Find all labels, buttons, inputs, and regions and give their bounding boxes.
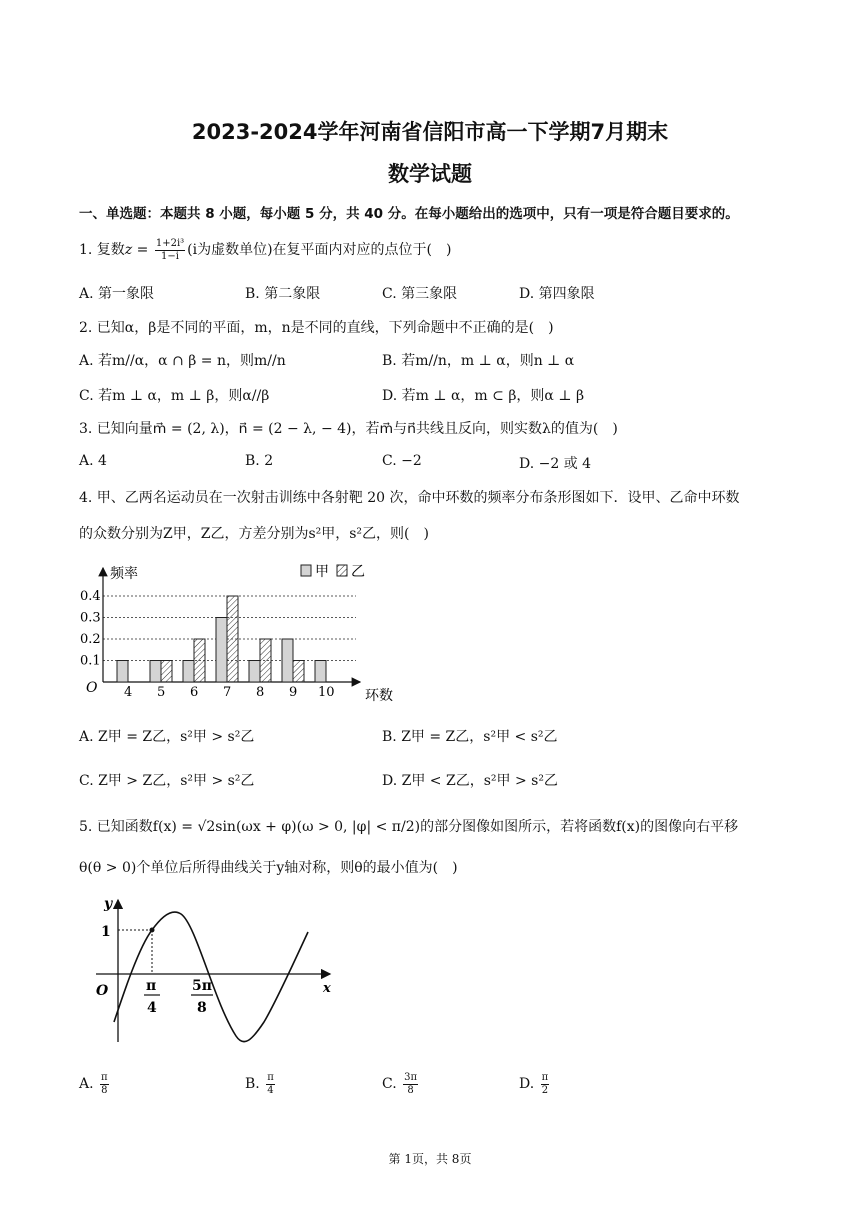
doc-title: 2023-2024学年河南省信阳市高一下学期7月期末 (191, 120, 669, 144)
bar-jia-8 (249, 661, 260, 683)
q5-d-frac (541, 1072, 550, 1096)
q5-b-frac (266, 1072, 275, 1096)
q5-a-num: π (101, 1072, 108, 1083)
q5-c-frac (403, 1072, 418, 1096)
legend-yi-swatch (337, 565, 347, 576)
q1-option-b: B. 第二象限 (245, 286, 321, 302)
q5-d-den: 2 (541, 1084, 549, 1096)
bar-yi-7 (227, 596, 238, 682)
p5-den: 8 (197, 1000, 207, 1016)
legend-jia-label: 甲 (315, 564, 329, 580)
q4-option-b: B. Z甲 = Z乙，s²甲 < s²乙 (382, 729, 558, 745)
legend-yi-label: 乙 (351, 564, 365, 580)
q1-option-d: D. 第四象限 (519, 286, 595, 302)
bar-jia-6 (183, 661, 194, 683)
bar-yi-6 (194, 639, 205, 682)
q3-option-a: A. 4 (79, 453, 107, 469)
pi4-den: 4 (147, 1000, 157, 1016)
q3-option-b: B. 2 (245, 453, 274, 469)
q5-option-b (245, 1072, 277, 1096)
q1-eq: = (132, 242, 153, 258)
legend-jia-swatch (301, 565, 311, 576)
one-label: 1 (101, 924, 111, 940)
pi4-num: π (146, 978, 157, 994)
bar-yi-8 (260, 639, 271, 682)
x-tick-label: 5 (157, 685, 166, 700)
q5-option-d (519, 1072, 551, 1096)
sine-curve (114, 912, 308, 1042)
point-pi-4 (150, 928, 155, 933)
y-tick-label: 0.1 (80, 653, 101, 669)
y-tick-label: 0.3 (80, 610, 101, 626)
q5-c-den: 8 (407, 1084, 414, 1096)
x-tick-label: 8 (256, 685, 265, 700)
q5-d-letter: D. (519, 1076, 539, 1092)
question-5-stem-line2: θ(θ > 0)个单位后所得曲线关于y轴对称，则θ的最小值为( ) (79, 860, 458, 876)
q5-b-den: 4 (267, 1084, 274, 1096)
q3-option-d: D. −2 或 4 (519, 456, 592, 472)
q1-option-c: C. 第三象限 (382, 286, 458, 302)
bar-jia-7 (216, 618, 227, 683)
question-1-stem (79, 238, 451, 262)
q2-option-a: A. 若m//α，α ∩ β = n，则m//n (79, 353, 286, 369)
question-4-stem-line1: 4. 甲、乙两名运动员在一次射击训练中各射靶 20 次，命中环数的频率分布条形图如下．设甲、乙命中环数 (79, 490, 740, 506)
q2-option-d: D. 若m ⊥ α，m ⊂ β，则α ⊥ β (382, 388, 585, 404)
q5-a-frac (100, 1072, 109, 1096)
doc-subtitle: 数学试题 (388, 162, 472, 186)
x-tick-label: 6 (190, 685, 199, 700)
x-axis-label: x (323, 981, 331, 996)
q1-num: 1+2i³ (155, 238, 185, 249)
q5-c-num: 3π (404, 1072, 418, 1083)
q4-option-a: A. Z甲 = Z乙，s²甲 > s²乙 (79, 729, 255, 745)
page-footer: 第 1页，共 8页 (388, 1152, 472, 1166)
y-axis-label: y (104, 896, 113, 912)
q1-prefix: 1. 复数 (79, 242, 125, 258)
bar-jia-10 (315, 661, 326, 683)
q4-option-c: C. Z甲 > Z乙，s²甲 > s²乙 (79, 773, 255, 789)
bar-jia-9 (282, 639, 293, 682)
q4-option-d: D. Z甲 < Z乙，s²甲 > s²乙 (382, 773, 558, 789)
q5-d-num: π (541, 1072, 549, 1083)
section-header: 一、单选题：本题共 8 小题，每小题 5 分，共 40 分。在每小题给出的选项中，只有一项是符合题目要求的。 (79, 206, 739, 222)
q5-a-den: 8 (101, 1084, 108, 1096)
sine-graph (84, 892, 344, 1052)
q5-c-letter: C. (382, 1076, 402, 1092)
question-5-stem-line1: 5. 已知函数f(x) = √2sin(ωx + φ)(ω > 0, |φ| < π/2)的部分图像如图所示，若将函数f(x)的图像向右平移 (79, 819, 739, 835)
y-tick-label: 0.4 (80, 589, 101, 604)
q1-fraction (155, 238, 185, 262)
q5-option-a (79, 1072, 111, 1096)
q2-option-c: C. 若m ⊥ α，m ⊥ β，则α//β (79, 388, 270, 404)
bar-yi-9 (293, 661, 304, 683)
q5-a-letter: A. (79, 1076, 99, 1092)
y-tick-label: 0.2 (80, 632, 101, 647)
frequency-bar-chart (78, 560, 408, 710)
q2-option-b: B. 若m//n，m ⊥ α，则n ⊥ α (382, 353, 575, 369)
x-tick-label: 4 (124, 685, 133, 700)
x-tick-label: 10 (318, 685, 335, 700)
q5-b-num: π (267, 1072, 274, 1083)
q1-z: z (124, 242, 133, 258)
chart-x-label: 环数 (365, 688, 393, 704)
q1-option-a: A. 第一象限 (79, 286, 155, 302)
chart-origin-label: O (86, 680, 98, 696)
q5-option-c (382, 1072, 420, 1096)
question-3-stem: 3. 已知向量m⃗ = (2, λ)，n⃗ = (2 − λ, − 4)，若m⃗与n⃗共线且反向，则实数λ的值为( ) (79, 421, 618, 437)
q1-den: 1−i (161, 250, 179, 262)
p5-num: 5π (192, 978, 212, 994)
bar-jia-4 (117, 661, 128, 683)
question-2-stem: 2. 已知α，β是不同的平面，m，n是不同的直线，下列命题中不正确的是( ) (79, 320, 554, 336)
chart-y-label: 频率 (110, 566, 138, 582)
q3-option-c: C. −2 (382, 453, 422, 469)
q5-b-letter: B. (245, 1076, 265, 1092)
x-tick-label: 7 (223, 685, 232, 700)
bar-jia-5 (150, 661, 161, 683)
x-tick-label: 9 (289, 685, 298, 700)
q1-suffix: (i为虚数单位)在复平面内对应的点位于( ) (187, 242, 452, 258)
bar-yi-5 (161, 661, 172, 683)
question-4-stem-line2: 的众数分别为Z甲，Z乙，方差分别为s²甲，s²乙，则( ) (79, 526, 429, 542)
origin-label: O (96, 983, 109, 999)
